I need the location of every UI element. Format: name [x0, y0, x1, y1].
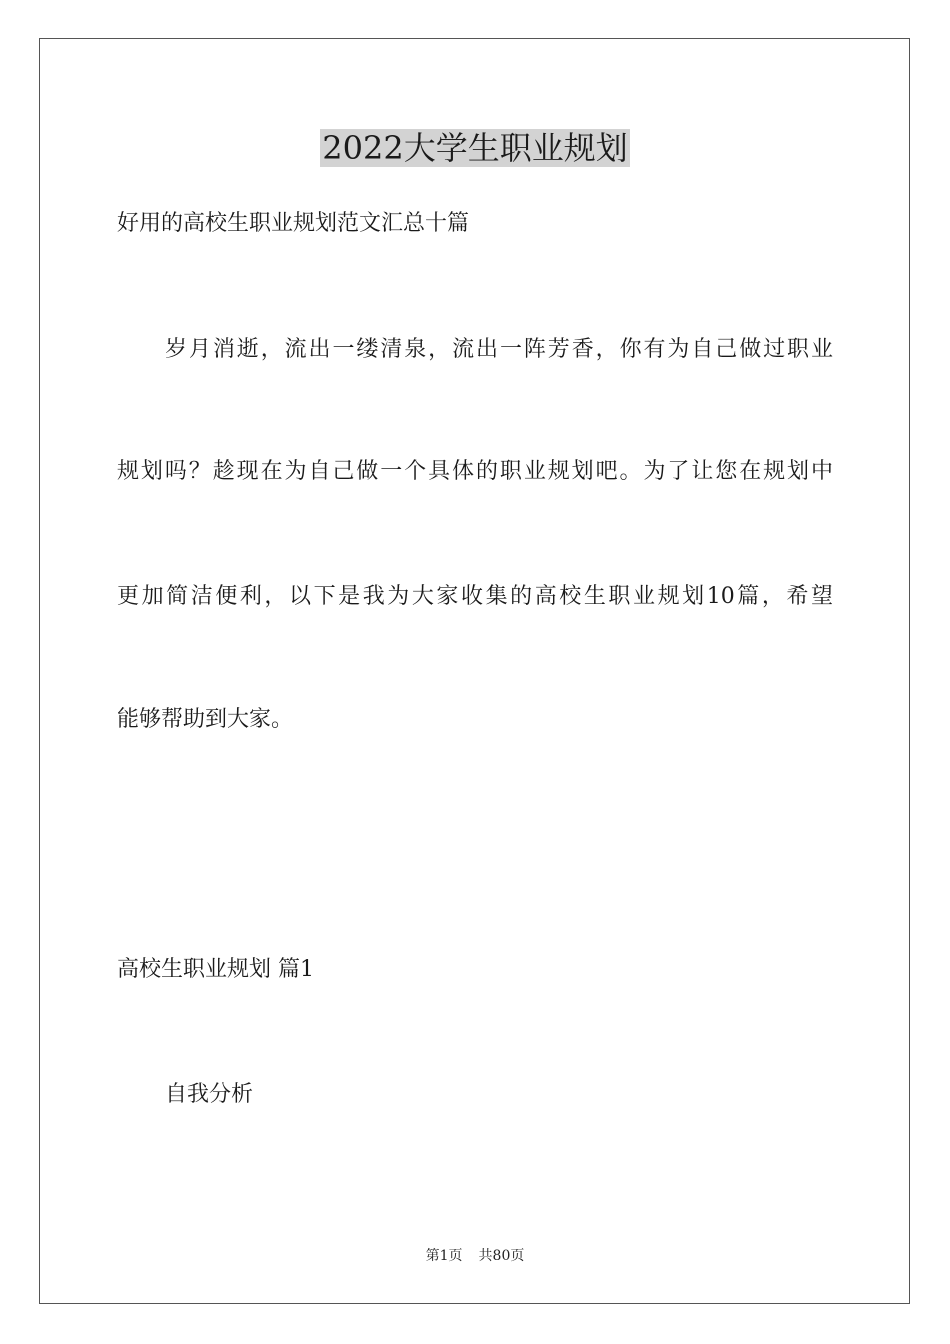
document-title-text: 2022大学生职业规划 [322, 129, 628, 167]
subsection-heading: 自我分析 [165, 1082, 254, 1107]
intro-line-2: 规划吗？趁现在为自己做一个具体的职业规划吧。为了让您在规划中 [117, 459, 833, 484]
section-heading: 高校生职业规划 篇1 [117, 957, 314, 982]
document-title [0, 126, 950, 170]
intro-line-1: 岁月消逝，流出一缕清泉，流出一阵芳香，你有为自己做过职业 [165, 337, 833, 362]
document-subtitle: 好用的高校生职业规划范文汇总十篇 [117, 211, 470, 236]
intro-line-4: 能够帮助到大家。 [117, 707, 294, 732]
intro-line-3: 更加简洁便利，以下是我为大家收集的高校生职业规划10篇，希望 [117, 584, 833, 609]
page-footer [0, 1246, 950, 1266]
page-total: 共80页 [478, 1248, 525, 1264]
page-number: 第1页 [425, 1248, 463, 1264]
